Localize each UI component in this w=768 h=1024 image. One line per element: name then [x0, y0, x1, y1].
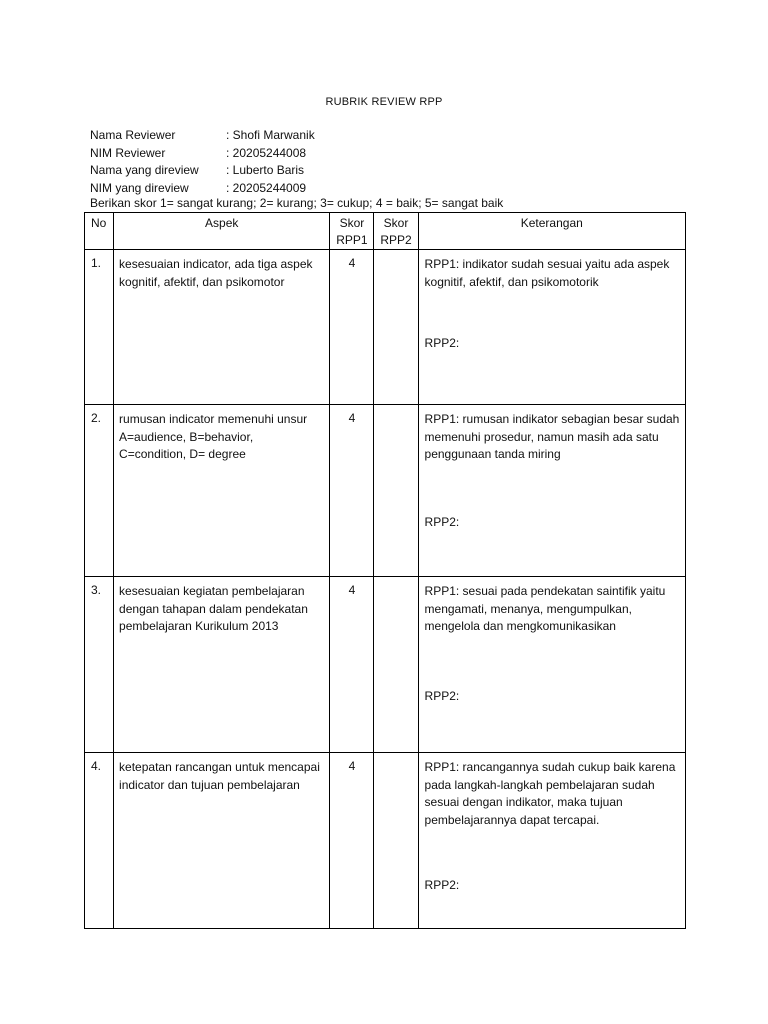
remarks-cell [418, 405, 685, 577]
aspect-cell: kesesuaian indicator, ada tiga aspek kognitif, afektif, dan psikomotor [114, 250, 330, 405]
table-header-row [85, 213, 686, 250]
score-rpp2-cell [374, 577, 418, 753]
header-aspek: Aspek [114, 213, 330, 250]
row-number: 2. [85, 405, 114, 577]
row-number: 4. [85, 753, 114, 929]
info-label: Nama Reviewer [90, 128, 176, 142]
reviewer-info [90, 127, 315, 197]
info-label: NIM Reviewer [90, 145, 166, 160]
rpp2-remark: RPP2: [424, 515, 460, 529]
info-row-reviewee-nim [90, 180, 315, 198]
table-row [85, 577, 686, 753]
score-rpp1-cell: 4 [330, 577, 374, 753]
info-value: : Shofi Marwanik [226, 128, 315, 142]
rpp1-remark: RPP1: indikator sudah sesuai yaitu ada aspek kognitif, afektif, dan psikomotorik [424, 257, 670, 289]
score-rpp2-cell [374, 250, 418, 405]
score-rpp1-cell: 4 [330, 250, 374, 405]
score-rpp2-cell [374, 753, 418, 929]
header-keterangan: Keterangan [418, 213, 685, 250]
table-row [85, 405, 686, 577]
row-number: 1. [85, 250, 114, 405]
info-value: : Luberto Baris [226, 163, 305, 177]
scoring-instructions: Berikan skor 1= sangat kurang; 2= kurang; 3= cukup; 4 = baik; 5= sangat baik [90, 196, 504, 210]
header-no: No [85, 213, 114, 250]
rpp1-remark: RPP1: rancangannya sudah cukup baik karena pada langkah-langkah pembelajaran sudah sesuai dengan indikator, maka tujuan pembelajarannya dapat tercapai. [424, 760, 676, 827]
remarks-cell [418, 250, 685, 405]
score-rpp1-cell: 4 [330, 753, 374, 929]
score-rpp2-cell [374, 405, 418, 577]
table-row [85, 753, 686, 929]
rpp2-remark: RPP2: [424, 689, 460, 703]
info-value: : 20205244008 [226, 145, 307, 160]
aspect-cell: rumusan indicator memenuhi unsur A=audience, B=behavior, C=condition, D= degree [114, 405, 330, 577]
info-row-reviewer-nim [90, 145, 315, 163]
info-label: NIM yang direview [90, 180, 189, 195]
rpp1-remark: RPP1: rumusan indikator sebagian besar sudah memenuhi prosedur, namun masih ada satu penggunaan tanda miring [424, 412, 680, 461]
remarks-cell [418, 753, 685, 929]
row-number: 3. [85, 577, 114, 753]
rpp1-remark: RPP1: sesuai pada pendekatan saintifik yaitu mengamati, menanya, mengumpulkan, mengelola dan mengkomunikasikan [424, 584, 666, 633]
info-row-reviewee-name [90, 162, 315, 180]
table-row [85, 250, 686, 405]
info-label: Nama yang direview [90, 163, 199, 177]
aspect-cell: ketepatan rancangan untuk mencapai indicator dan tujuan pembelajaran [114, 753, 330, 929]
score-rpp1-cell: 4 [330, 405, 374, 577]
remarks-cell [418, 577, 685, 753]
rpp2-remark: RPP2: [424, 336, 460, 350]
header-skor-rpp2: Skor RPP2 [374, 213, 418, 250]
header-skor-rpp1: Skor RPP1 [330, 213, 374, 250]
rubric-table [84, 212, 686, 929]
rpp2-remark: RPP2: [424, 878, 460, 892]
info-value: : 20205244009 [226, 180, 307, 195]
info-row-reviewer-name [90, 127, 315, 145]
aspect-cell: kesesuaian kegiatan pembelajaran dengan tahapan dalam pendekatan pembelajaran Kurikulum 2013 [114, 577, 330, 753]
document-title: RUBRIK REVIEW RPP [325, 96, 443, 108]
